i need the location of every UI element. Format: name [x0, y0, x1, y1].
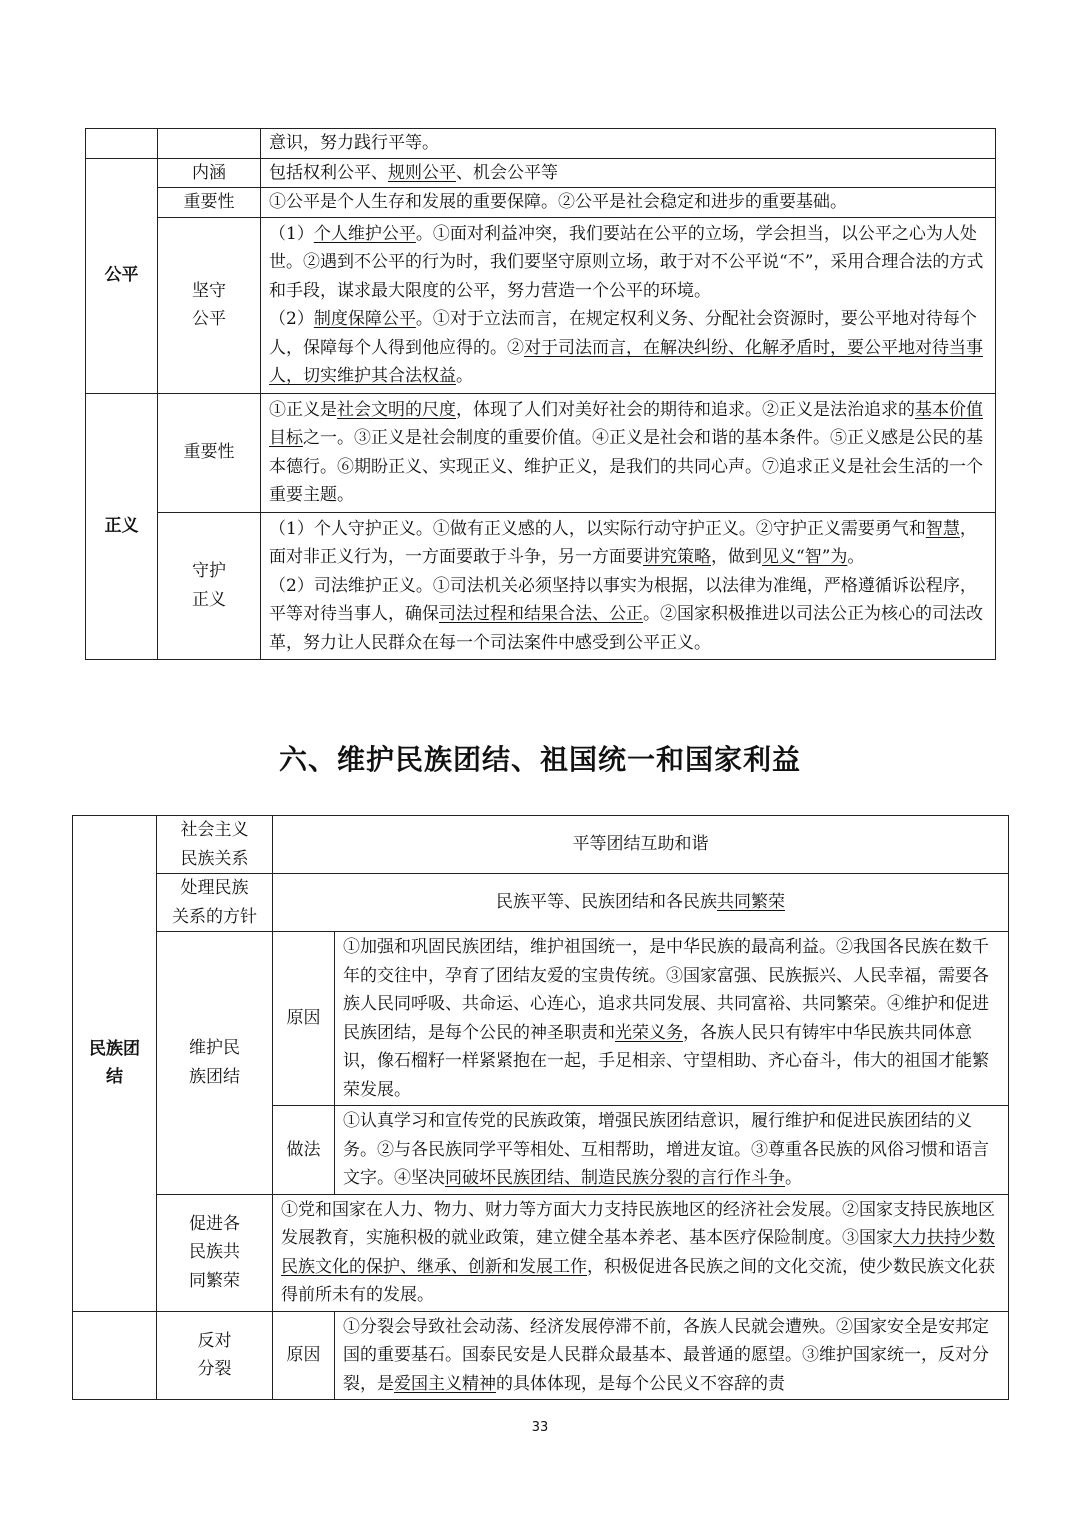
policy-label: 处理民族 关系的方针 [157, 874, 273, 932]
maintain-method-text: ①认真学习和宣传党的民族政策，增强民族团结意识，履行维护和促进民族团结的义务。②与各民族同学平等相处、互相帮助，增进友谊。③尊重各民族的风俗习惯和语言文字。④坚决同破坏民族团结、制造民族分裂的言行作斗争。 [335, 1106, 1009, 1195]
connotation-text: 包括权利公平、规则公平、机会公平等 [261, 158, 996, 188]
table-row [86, 158, 996, 188]
table-cell [73, 1311, 157, 1400]
promote-text: ①党和国家在人力、物力、财力等方面大力支持民族地区的经济社会发展。②国家支持民族地区发展教育，实施积极的就业政策，建立健全基本养老、基本医疗保险制度。③国家大力扶持少数民族文化的保护、继承、创新和发展工作，积极促进各民族之间的文化交流，使少数民族文化获得前所未有的发展。 [273, 1194, 1009, 1311]
fairness-label: 公平 [86, 158, 158, 393]
table-row [73, 874, 1009, 932]
connotation-label: 内涵 [158, 158, 261, 188]
table-row [73, 816, 1009, 874]
guard-justice-label: 守护 正义 [158, 512, 261, 660]
table-row [86, 129, 996, 159]
policy-text: 民族平等、民族团结和各民族共同繁荣 [273, 874, 1009, 932]
relation-label: 社会主义 民族关系 [157, 816, 273, 874]
table-row [86, 188, 996, 218]
oppose-reason-text: ①分裂会导致社会动荡、经济发展停滞不前，各族人民就会遭殃。②国家安全是安邦定国的重要基石。国泰民安是人民群众最基本、最普通的愿望。③维护国家统一，反对分裂，是爱国主义精神的具体体现，是每个公民义不容辞的责 [335, 1311, 1009, 1400]
guard-justice-text: （1）个人守护正义。①做有正义感的人，以实际行动守护正义。②守护正义需要勇气和智慧，面对非正义行为，一方面要敢于斗争，另一方面要讲究策略，做到见义“智”为。 （2）司法维护正义。①司法机关必须坚持以事实为根据，以法律为准绳，严格遵循诉讼程序，平等对待当事人，确保司法过程和结果合法、公正。②国家积极推进以司法公正为核心的司法改革，努力让人民群众在每一个司法案件中感受到公平正义。 [261, 512, 996, 660]
oppose-separation-label: 反对 分裂 [157, 1311, 273, 1400]
maintain-unity-label: 维护民 族团结 [157, 932, 273, 1195]
maintain-reason-text: ①加强和巩固民族团结，维护祖国统一，是中华民族的最高利益。②我国各民族在数千年的交往中，孕育了团结友爱的宝贵传统。③国家富强、民族振兴、人民幸福，需要各族人民同呼吸、共命运、心连心，追求共同发展、共同富裕、共同繁荣。④维护和促进民族团结，是每个公民的神圣职责和光荣义务，各族人民只有铸牢中华民族共同体意识，像石榴籽一样紧紧抱在一起，手足相亲、守望相助、齐心奋斗，伟大的祖国才能繁荣发展。 [335, 932, 1009, 1106]
justice-label: 正义 [86, 393, 158, 660]
table-row [73, 1194, 1009, 1311]
page-number: 33 [531, 1420, 549, 1435]
ethnic-unity-table [72, 815, 1009, 1400]
table-row [86, 393, 996, 512]
relation-text: 平等团结互助和谐 [273, 816, 1009, 874]
continued-text: 意识，努力践行平等。 [261, 129, 996, 159]
uphold-fairness-text: （1）个人维护公平。①面对利益冲突，我们要站在公平的立场，学会担当，以公平之心为人处世。②遇到不公平的行为时，我们要坚守原则立场，敢于对不公平说“不”，采用合理合法的方式和手段，谋求最大限度的公平，努力营造一个公平的环境。 （2）制度保障公平。①对于立法而言，在规定权利义务、分配社会资源时，要公平地对待每个人，保障每个人得到他应得的。②对于司法而言，在解决纠纷、化解矛盾时，要公平地对待当事人，切实维护其合法权益。 [261, 217, 996, 393]
maintain-reason-label: 原因 [273, 932, 335, 1106]
fairness-justice-table [85, 128, 996, 660]
table-cell [86, 129, 158, 159]
ethnic-unity-label: 民族团结 [73, 816, 157, 1312]
table-row [73, 932, 1009, 1106]
table-row [73, 1311, 1009, 1400]
justice-importance-label: 重要性 [158, 393, 261, 512]
justice-importance-text: ①正义是社会文明的尺度，体现了人们对美好社会的期待和追求。②正义是法治追求的基本价值目标之一。③正义是社会制度的重要价值。④正义是社会和谐的基本条件。⑤正义感是公民的基本德行。⑥期盼正义、实现正义、维护正义，是我们的共同心声。⑦追求正义是社会生活的一个重要主题。 [261, 393, 996, 512]
table-cell [158, 129, 261, 159]
section-title: 六、维护民族团结、祖国统一和国家利益 [278, 743, 801, 776]
importance-text: ①公平是个人生存和发展的重要保障。②公平是社会稳定和进步的重要基础。 [261, 188, 996, 218]
importance-label: 重要性 [158, 188, 261, 218]
table-row [86, 217, 996, 393]
uphold-fairness-label: 坚守 公平 [158, 217, 261, 393]
oppose-reason-label: 原因 [273, 1311, 335, 1400]
table-row [86, 512, 996, 660]
maintain-method-label: 做法 [273, 1106, 335, 1195]
promote-label: 促进各 民族共 同繁荣 [157, 1194, 273, 1311]
